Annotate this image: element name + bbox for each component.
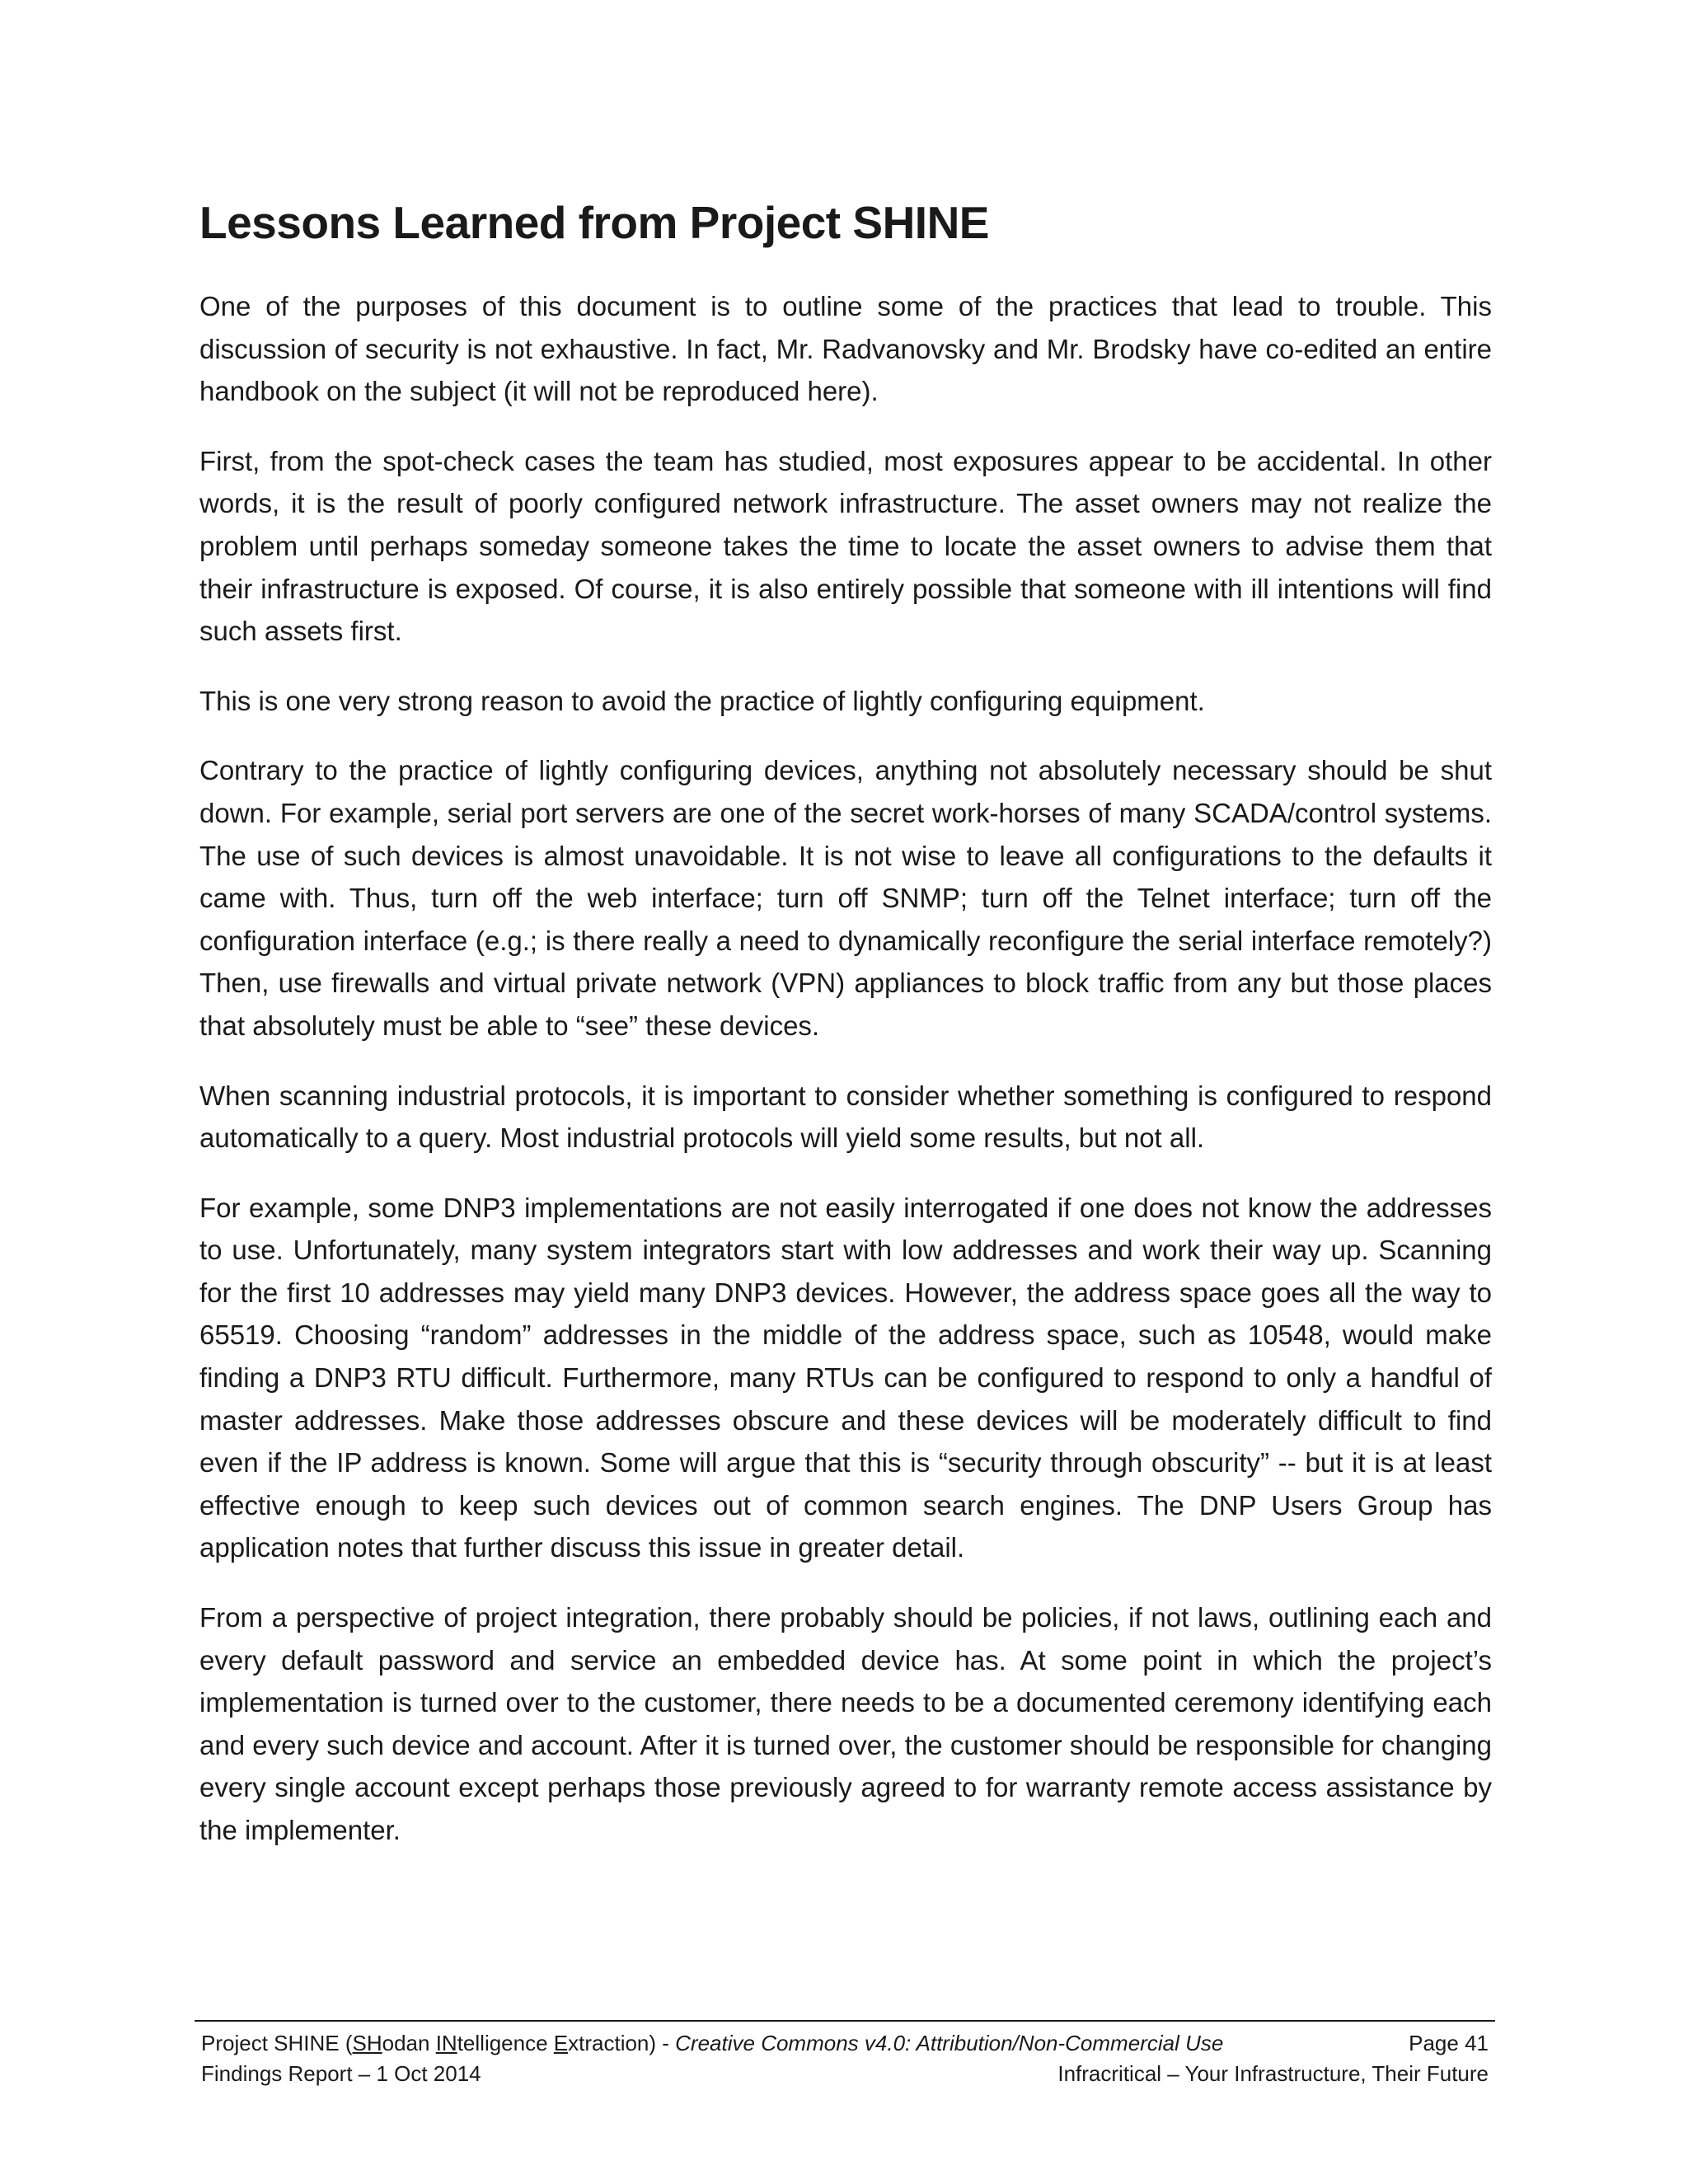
footer-report-date: Findings Report – 1 Oct 2014 xyxy=(201,2061,481,2086)
footer-row-bottom xyxy=(195,2059,1495,2089)
paragraph-scanning-protocols: When scanning industrial protocols, it is important to consider whether something is configured to respond automatically to a query. Most industrial protocols will yield some results, but not all. xyxy=(199,1080,1492,1154)
footer-sh: SH xyxy=(352,2031,382,2055)
paragraph-purposes: One of the purposes of this document is to outline some of the practices that lead to trouble. This discussion of security is not exhaustive. In fact, Mr. Radvanovsky and Mr. Brodsky have co-edited an entire handbook on the subject (it will not be reproduced here). xyxy=(199,291,1492,407)
page-number: Page 41 xyxy=(1409,2031,1489,2055)
footer-in: IN xyxy=(435,2031,457,2055)
footer-project-prefix: Project SHINE ( xyxy=(201,2031,353,2055)
footer-tagline: Infracritical – Your Infrastructure, Their Future xyxy=(1057,2061,1489,2086)
footer-project-line xyxy=(201,2028,1223,2059)
paragraph-project-integration: From a perspective of project integration, there probably should be policies, if not laws, outlining each and every default password and service an embedded device has. At some point in which the project’s implementation is turned over to the customer, there needs to be a documented ceremony identifying each and every such device and account. After it is turned over, the customer should be responsible for changing every single account except perhaps those previously agreed to for warranty remote access assistance by the implementer. xyxy=(199,1602,1492,1845)
footer-odan: odan xyxy=(382,2031,436,2055)
page-title: Lessons Learned from Project SHINE xyxy=(199,197,989,248)
paragraph-shut-down: Contrary to the practice of lightly configuring devices, anything not absolutely necessary should be shut down. For example, serial port servers are one of the secret work-horses of many SCADA/control systems. The use of such devices is almost unavoidable. It is not wise to leave all configurations to the defaults it came with. Thus, turn off the web interface; turn off SNMP; turn off the Telnet interface; turn off the configuration interface (e.g.; is there really a need to dynamically reconfigure the serial interface remotely?) Then, use firewalls and virtual private network (VPN) appliances to block traffic from any but those places that absolutely must be able to “see” these devices. xyxy=(199,755,1492,1041)
document-body xyxy=(199,190,1492,1879)
paragraph-accidental-exposures: First, from the spot-check cases the team has studied, most exposures appear to be accidental. In other words, it is the result of poorly configured network infrastructure. The asset owners may not realize the problem until perhaps someday someone takes the time to locate the asset owners to advise them that their infrastructure is exposed. Of course, it is also entirely possible that someone with ill intentions will find such assets first. xyxy=(199,445,1492,647)
paragraph-strong-reason: This is one very strong reason to avoid the practice of lightly configuring equipment. xyxy=(199,685,1205,716)
footer-license: Creative Commons v4.0: Attribution/Non-Commercial Use xyxy=(675,2031,1224,2055)
footer-e: E xyxy=(553,2031,569,2055)
footer-telligence: telligence xyxy=(457,2031,554,2055)
page-footer xyxy=(195,2020,1495,2089)
footer-row-top xyxy=(195,2022,1495,2059)
footer-xtraction: xtraction) - xyxy=(568,2031,676,2055)
paragraph-dnp3-example: For example, some DNP3 implementations are not easily interrogated if one does not know the addresses to use. Unfortunately, many system integrators start with low addresses and work their way up. Scanning for the first 10 addresses may yield many DNP3 devices. However, the address space goes all the way to 65519. Choosing “random” addresses in the middle of the address space, such as 10548, would make finding a DNP3 RTU difficult. Furthermore, many RTUs can be configured to respond to only a handful of master addresses. Make those addresses obscure and these devices will be moderately difficult to find even if the IP address is known. Some will argue that this is “security through obscurity” -- but it is at least effective enough to keep such devices out of common search engines. The DNP Users Group has application notes that further discuss this issue in greater detail. xyxy=(199,1192,1492,1563)
